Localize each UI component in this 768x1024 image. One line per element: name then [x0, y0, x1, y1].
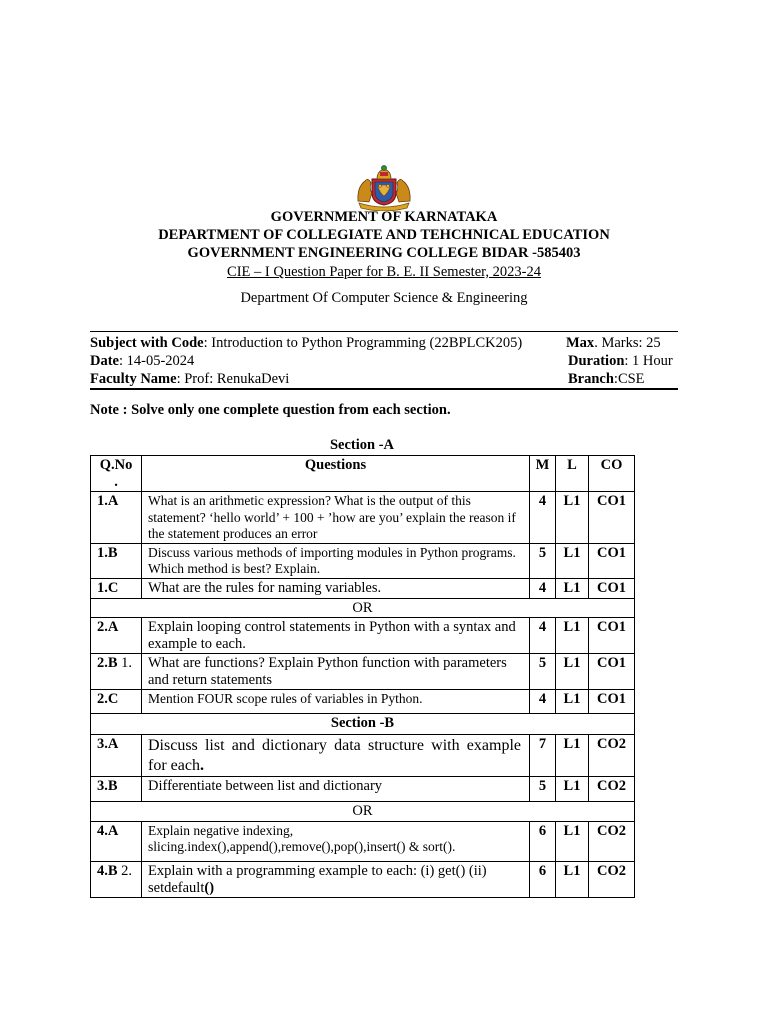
question-co: CO2: [589, 776, 635, 801]
question-number: 2.A: [91, 617, 142, 653]
question-text-end: (): [204, 879, 215, 896]
question-marks: 5: [530, 776, 556, 801]
table-row: [91, 578, 635, 598]
subject-value: : Introduction to Python Programming (22BPLCK205): [203, 335, 523, 351]
max-label: Max: [566, 335, 595, 351]
table-row: [91, 689, 635, 713]
question-text-body: Explain with a programming example to each: (i) get() (ii) setdefault: [148, 862, 487, 896]
header-qno-dot: .: [114, 474, 118, 490]
date-label: Date: [90, 353, 119, 369]
karnataka-emblem-icon: [355, 163, 413, 211]
question-marks: 5: [530, 543, 556, 578]
question-text: Differentiate between list and dictionary: [142, 776, 530, 801]
header-marks: M: [530, 456, 556, 492]
question-co: CO1: [589, 653, 635, 689]
question-number: 4.A: [91, 821, 142, 861]
header-department: DEPARTMENT OF COLLEGIATE AND TEHCHNICAL EDUCATION: [158, 227, 610, 243]
question-text: What are functions? Explain Python function with parameters and return statements: [142, 653, 530, 689]
question-number: 1.C: [91, 578, 142, 598]
question-marks: 4: [530, 689, 556, 713]
question-co: CO2: [589, 861, 635, 897]
table-row: [91, 734, 635, 776]
question-level: L1: [556, 617, 589, 653]
header-co: CO: [589, 456, 635, 492]
question-marks: 5: [530, 653, 556, 689]
question-level: L1: [556, 492, 589, 544]
header-questions: Questions: [142, 456, 530, 492]
duration-label: Duration: [568, 353, 625, 369]
question-level: L1: [556, 653, 589, 689]
question-text: [142, 861, 530, 897]
question-marks: 6: [530, 821, 556, 861]
question-text: Mention FOUR scope rules of variables in Python.: [142, 689, 530, 713]
question-co: CO2: [589, 734, 635, 776]
table-row: [91, 776, 635, 801]
header-qno: [91, 456, 142, 492]
question-text: [142, 734, 530, 776]
exam-info-block: [90, 334, 678, 388]
table-row: [91, 492, 635, 544]
or-separator: OR: [91, 598, 635, 617]
section-a-title: Section -A: [329, 437, 395, 453]
question-text: Explain negative indexing, slicing.index(),append(),remove(),pop(),insert() & sort().: [142, 821, 530, 861]
header-branch-department: Department Of Computer Science & Engineering: [240, 290, 528, 306]
header-level: L: [556, 456, 589, 492]
question-number: 3.A: [91, 734, 142, 776]
question-marks: 4: [530, 492, 556, 544]
question-text-body: Discuss list and dictionary data structure with example for each: [148, 736, 521, 774]
table-row: [91, 861, 635, 897]
section-b-row: [91, 713, 635, 734]
question-level: L1: [556, 689, 589, 713]
question-marks: 4: [530, 578, 556, 598]
instruction-note: Note : Solve only one complete question from each section.: [90, 402, 451, 418]
header-qno-text: Q.No: [99, 457, 133, 473]
question-marks: 6: [530, 861, 556, 897]
question-number: 1.A: [91, 492, 142, 544]
question-co: CO1: [589, 492, 635, 544]
or-row: [91, 801, 635, 821]
table-header-row: [91, 456, 635, 492]
date-value: : 14-05-2024: [119, 353, 195, 369]
question-level: L1: [556, 578, 589, 598]
question-number-suffix: 2.: [121, 862, 133, 879]
question-number: [91, 653, 142, 689]
question-number: 3.B: [91, 776, 142, 801]
header-government: GOVERNMENT OF KARNATAKA: [270, 209, 498, 225]
question-number-suffix: 1.: [121, 654, 133, 671]
or-row: [91, 598, 635, 617]
question-level: L1: [556, 734, 589, 776]
question-co: CO1: [589, 578, 635, 598]
question-level: L1: [556, 821, 589, 861]
question-co: CO2: [589, 821, 635, 861]
faculty-value: : Prof: RenukaDevi: [176, 371, 290, 387]
section-b-title: Section -B: [91, 713, 635, 734]
question-text-end: .: [199, 756, 204, 774]
subject-label: Subject with Code: [90, 335, 204, 351]
question-marks: 7: [530, 734, 556, 776]
question-co: CO1: [589, 689, 635, 713]
table-row: [91, 821, 635, 861]
table-row: [91, 543, 635, 578]
question-number: [91, 861, 142, 897]
question-number-text: 2.B: [97, 654, 118, 671]
question-text: What is an arithmetic expression? What is the output of this statement? ‘hello world’ + 100 + ’how are you’ explain the reason if the statement produces an error: [142, 492, 530, 544]
max-marks-value: . Marks: 25: [594, 335, 661, 351]
question-co: CO1: [589, 617, 635, 653]
divider-top: [90, 331, 678, 332]
question-level: L1: [556, 543, 589, 578]
faculty-label: Faculty Name: [90, 371, 177, 387]
question-level: L1: [556, 861, 589, 897]
question-table: [90, 455, 635, 898]
branch-label: Branch: [568, 371, 614, 387]
divider-bottom: [90, 388, 678, 390]
table-row: [91, 617, 635, 653]
question-marks: 4: [530, 617, 556, 653]
header-exam-title: CIE – I Question Paper for B. E. II Semester, 2023-24: [227, 264, 541, 280]
table-row: [91, 653, 635, 689]
question-number: 2.C: [91, 689, 142, 713]
question-number: 1.B: [91, 543, 142, 578]
duration-value: : 1 Hour: [624, 353, 673, 369]
question-level: L1: [556, 776, 589, 801]
question-number-text: 4.B: [97, 862, 118, 879]
question-co: CO1: [589, 543, 635, 578]
or-separator: OR: [91, 801, 635, 821]
question-text: Discuss various methods of importing modules in Python programs. Which method is best? Explain.: [142, 543, 530, 578]
question-text: Explain looping control statements in Python with a syntax and example to each.: [142, 617, 530, 653]
branch-value: :CSE: [613, 371, 645, 387]
header-college: GOVERNMENT ENGINEERING COLLEGE BIDAR -585403: [187, 245, 581, 261]
question-text: What are the rules for naming variables.: [142, 578, 530, 598]
